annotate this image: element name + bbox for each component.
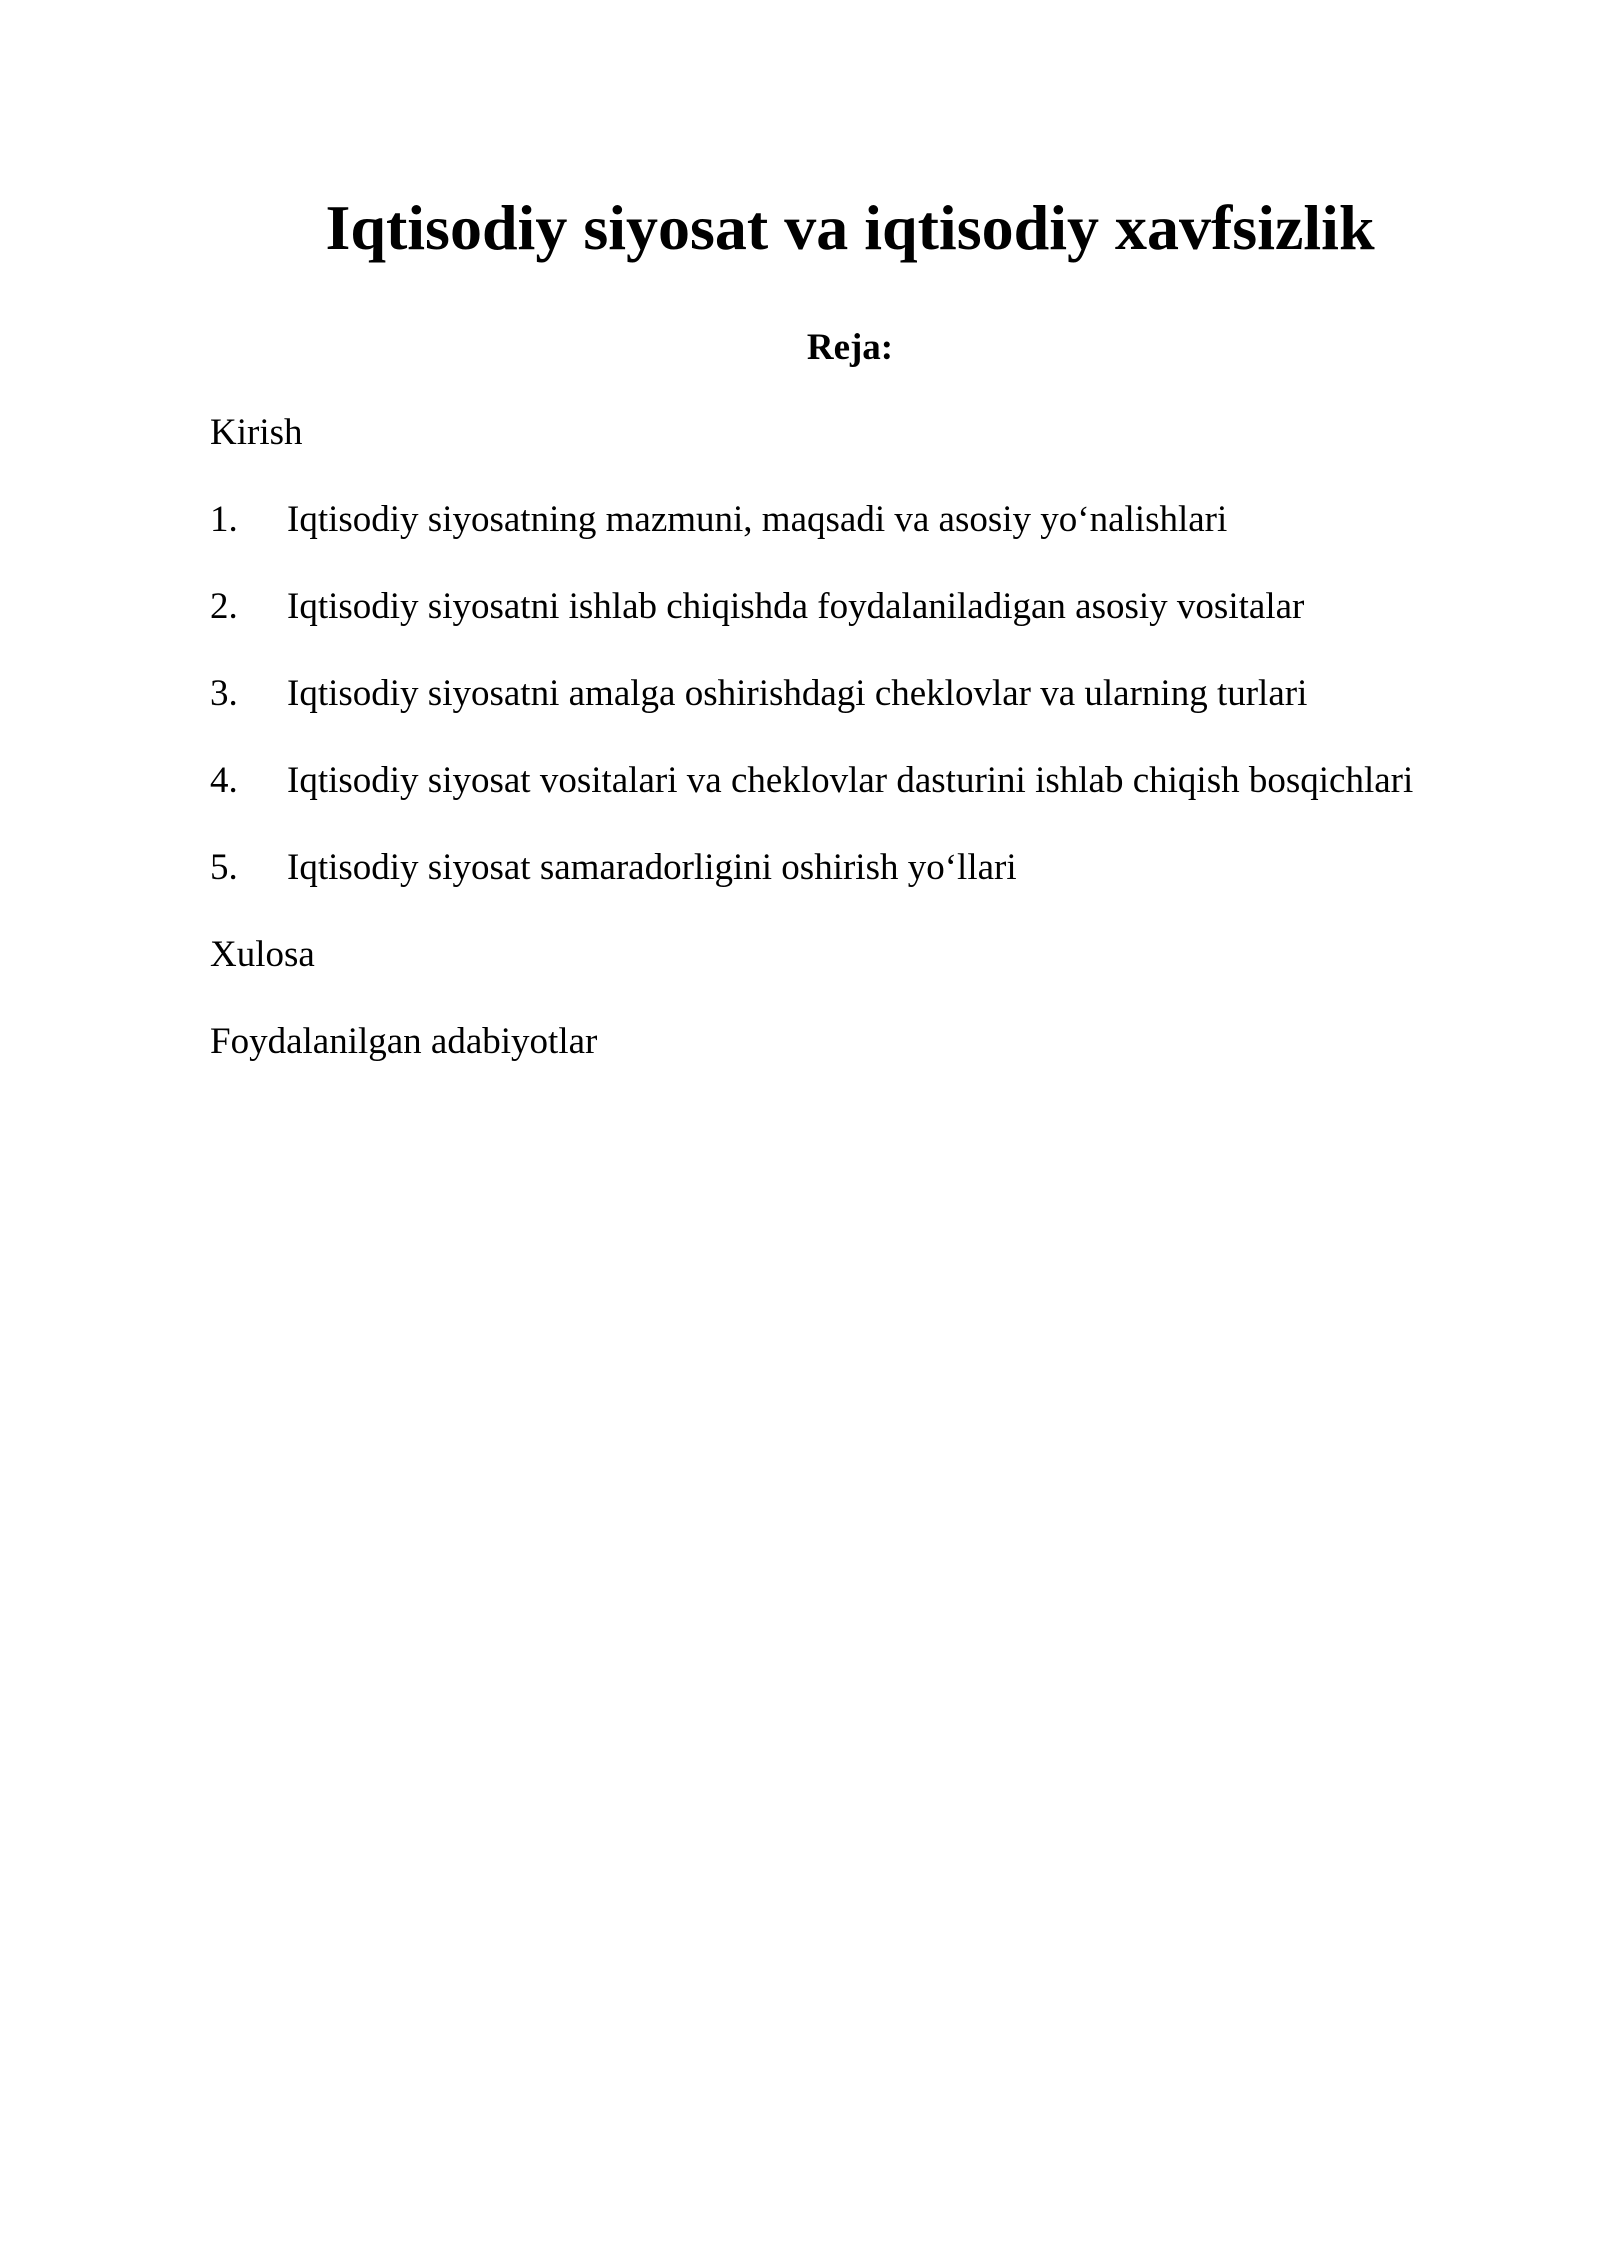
plan-item-number: 2. bbox=[210, 586, 238, 627]
plan-item-number: 1. bbox=[210, 499, 238, 540]
plan-item-number: 3. bbox=[210, 673, 238, 714]
plan-item-number: 5. bbox=[210, 847, 238, 888]
plan-item bbox=[210, 671, 1307, 717]
plan-item-number: 4. bbox=[210, 760, 238, 801]
plan-item-text: Iqtisodiy siyosatni amalga oshirishdagi cheklovlar va ularning turlari bbox=[287, 673, 1308, 714]
plan-item-text: Iqtisodiy siyosat samaradorligini oshirish yo‘llari bbox=[287, 847, 1017, 888]
plan-conclusion: Xulosa bbox=[210, 934, 315, 975]
plan-item bbox=[210, 497, 1227, 543]
plan-item bbox=[210, 845, 1017, 891]
plan-item-text: Iqtisodiy siyosatni ishlab chiqishda foydalaniladigan asosiy vositalar bbox=[287, 586, 1305, 627]
plan-item-text: Iqtisodiy siyosat vositalari va cheklovlar dasturini ishlab chiqish bosqichlari bbox=[287, 760, 1414, 801]
plan-references: Foydalanilgan adabiyotlar bbox=[210, 1021, 598, 1062]
plan-heading: Reja: bbox=[806, 327, 894, 368]
plan-item bbox=[210, 584, 1304, 630]
plan-item-text: Iqtisodiy siyosatning mazmuni, maqsadi va asosiy yo‘nalishlari bbox=[287, 499, 1228, 540]
document-title: Iqtisodiy siyosat va iqtisodiy xavfsizlik bbox=[325, 192, 1375, 263]
plan-intro: Kirish bbox=[210, 412, 303, 453]
plan-item bbox=[210, 758, 1413, 804]
